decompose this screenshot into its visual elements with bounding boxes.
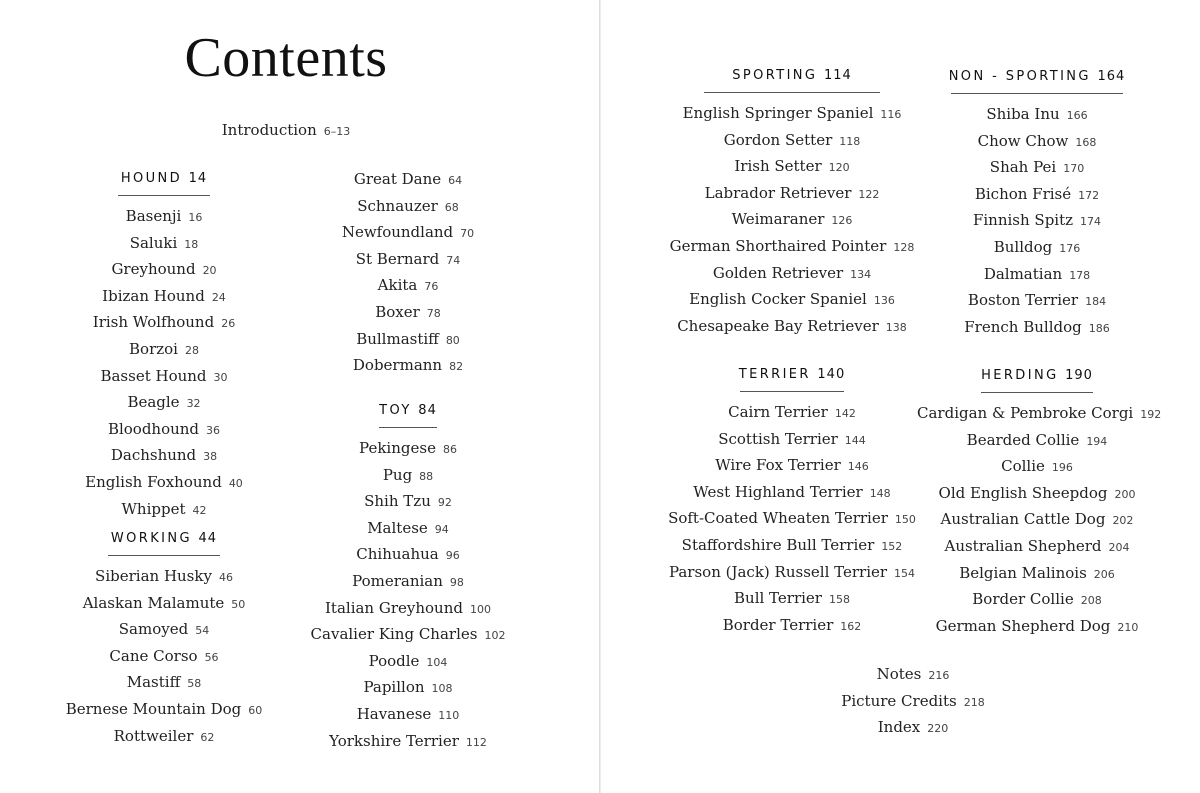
entry-page: 150 (894, 513, 916, 527)
toc-entry (64, 231, 264, 258)
entry-page: 16 (188, 211, 203, 224)
entry-page: 178 (1069, 268, 1091, 282)
section-rule (740, 391, 844, 392)
toc-entry (917, 534, 1157, 561)
entry-name: Basset Hound (100, 366, 207, 385)
entry-name: Chow Chow (977, 131, 1069, 150)
toc-entry (298, 463, 518, 490)
toc-entry (648, 586, 936, 613)
entry-name: Chesapeake Bay Retriever (677, 316, 879, 335)
section-terrier (648, 366, 936, 639)
entry-name: Australian Cattle Dog (940, 510, 1106, 529)
toc-entry (648, 261, 936, 288)
entry-page: 42 (192, 503, 207, 517)
toc-entry (64, 390, 264, 417)
toc-entry (298, 353, 518, 380)
toc-entry (298, 194, 518, 221)
entry-page: 138 (885, 320, 907, 334)
toc-entry (648, 314, 936, 341)
entry-page: 56 (204, 650, 219, 664)
toc-entry (917, 428, 1157, 455)
section-working-continued (298, 167, 518, 380)
entry-list (298, 436, 518, 755)
entry-page: 6–13 (323, 125, 351, 138)
entry-page: 40 (228, 476, 243, 490)
toc-entry (648, 207, 936, 234)
toc-entry (44, 591, 284, 618)
entry-page: 20 (202, 264, 217, 278)
entry-name: Havanese (356, 704, 432, 723)
section-rule (981, 392, 1093, 393)
toc-entry (813, 689, 1013, 716)
toc-entry (917, 155, 1157, 182)
entry-page: 134 (850, 267, 872, 281)
entry-list (298, 167, 518, 380)
entry-page: 32 (186, 397, 201, 411)
toc-entry (298, 569, 518, 596)
entry-name: Staffordshire Bull Terrier (681, 535, 875, 554)
section-herding (917, 367, 1162, 640)
entry-page: 122 (858, 187, 880, 201)
toc-entry (917, 208, 1157, 235)
entry-page: 204 (1108, 540, 1130, 554)
entry-name: Rottweiler (113, 726, 194, 745)
entry-name: French Bulldog (964, 317, 1082, 336)
entry-page: 216 (928, 669, 950, 682)
entry-page: 86 (442, 443, 457, 456)
entry-page: 24 (211, 290, 226, 304)
toc-entry (298, 436, 518, 463)
entry-name: Belgian Malinois (959, 563, 1087, 582)
section-back-matter (813, 662, 1013, 742)
entry-page: 30 (213, 370, 228, 384)
entry-page: 218 (963, 695, 985, 709)
entry-page: 144 (844, 433, 866, 447)
entry-page: 186 (1088, 321, 1110, 335)
entry-page: 46 (218, 571, 233, 584)
entry-page: 54 (195, 624, 210, 638)
entry-page: 136 (873, 294, 895, 308)
entry-name: Poodle (368, 651, 420, 670)
entry-page: 36 (206, 423, 221, 437)
entry-name: Shiba Inu (986, 105, 1060, 123)
entry-name: Dachshund (110, 446, 197, 465)
entry-page: 110 (438, 708, 460, 722)
entry-name: Ibizan Hound (102, 286, 205, 305)
section-rule (704, 92, 880, 93)
toc-entry (64, 204, 264, 231)
entry-page: 142 (834, 407, 856, 420)
entry-list (64, 204, 264, 523)
toc-entry (298, 300, 518, 327)
section-working (44, 530, 284, 750)
entry-list (917, 102, 1157, 341)
entry-page: 202 (1112, 514, 1134, 528)
entry-page: 128 (893, 240, 915, 254)
toc-entry (298, 622, 518, 649)
toc-entry (298, 649, 518, 676)
entry-page: 50 (231, 597, 246, 611)
toc-entry (298, 327, 518, 354)
entry-page: 148 (869, 486, 891, 500)
entry-name: Finnish Spitz (972, 211, 1074, 230)
entry-name: Cairn Terrier (728, 403, 828, 421)
entry-page: 126 (831, 214, 853, 228)
entry-name: Wire Fox Terrier (715, 456, 841, 475)
entry-page: 62 (200, 730, 215, 744)
entry-page: 184 (1085, 295, 1107, 309)
entry-page: 196 (1051, 461, 1073, 475)
entry-page: 108 (431, 682, 453, 696)
entry-page: 28 (184, 343, 199, 357)
toc-entry (648, 427, 936, 454)
entry-page: 220 (927, 722, 949, 736)
entry-list (648, 400, 936, 639)
entry-name: English Springer Spaniel (682, 104, 874, 122)
entry-page: 112 (465, 735, 487, 749)
toc-entry (917, 454, 1157, 481)
entry-name: Schnauzer (357, 196, 438, 215)
entry-page: 146 (847, 460, 869, 474)
entry-name: Bearded Collie (966, 430, 1080, 449)
entry-name: Samoyed (118, 620, 189, 639)
entry-name: Bichon Frisé (974, 184, 1072, 203)
entry-name: Dalmatian (983, 264, 1063, 283)
toc-entry (648, 613, 936, 640)
toc-entry (64, 257, 264, 284)
entry-name: Cavalier King Charles (310, 625, 478, 644)
section-rule (951, 93, 1123, 94)
right-page (601, 0, 1200, 793)
entry-page: 88 (419, 469, 434, 483)
toc-entry (298, 167, 518, 194)
entry-name: Index (877, 718, 921, 737)
entry-page: 78 (426, 306, 441, 320)
section-toy (298, 402, 518, 755)
entry-name: Maltese (367, 518, 428, 537)
toc-entry (44, 697, 284, 724)
entry-name: English Cocker Spaniel (689, 290, 867, 309)
toc-entry (64, 470, 264, 497)
toc-entry (44, 644, 284, 671)
toc-entry (64, 417, 264, 444)
toc-entry (813, 662, 1013, 689)
entry-name: Scottish Terrier (718, 429, 838, 448)
entry-name: Irish Wolfhound (92, 313, 215, 332)
entry-page: 174 (1080, 215, 1102, 229)
toc-entry (44, 724, 284, 751)
entry-name: Bernese Mountain Dog (65, 699, 242, 718)
entry-name: St Bernard (355, 249, 440, 268)
entry-name: Borzoi (129, 339, 178, 358)
entry-page: 94 (434, 522, 449, 536)
toc-entry (648, 154, 936, 181)
entry-name: Golden Retriever (712, 263, 844, 282)
entry-page: 58 (187, 677, 202, 691)
toc-entry (298, 542, 518, 569)
toc-entry (917, 235, 1157, 262)
entry-name: Australian Shepherd (944, 536, 1102, 555)
toc-entry (64, 364, 264, 391)
entry-page: 100 (469, 602, 491, 616)
toc-entry (44, 617, 284, 644)
entry-name: Dobermann (352, 356, 443, 375)
entry-page: 170 (1063, 162, 1085, 176)
toc-entry (648, 480, 936, 507)
entry-name: Collie (1001, 457, 1045, 476)
entry-page: 168 (1075, 135, 1097, 149)
entry-name: Pomeranian (352, 571, 443, 590)
entry-name: Labrador Retriever (704, 183, 852, 202)
entry-name: Bulldog (993, 237, 1053, 256)
section-heading: SPORTING 114 (732, 68, 852, 83)
entry-name: Mastiff (126, 673, 181, 692)
entry-name: West Highland Terrier (693, 482, 863, 501)
toc-entry (917, 507, 1157, 534)
section-heading: TOY 84 (379, 403, 437, 418)
entry-page: 158 (828, 593, 850, 607)
entry-name: Notes (876, 665, 922, 683)
toc-entry (917, 262, 1157, 289)
entry-list (813, 662, 1013, 742)
entry-name: Yorkshire Terrier (329, 731, 459, 750)
entry-page: 166 (1066, 109, 1088, 122)
entry-page: 82 (449, 360, 464, 374)
entry-page: 200 (1114, 487, 1136, 501)
entry-page: 172 (1078, 188, 1100, 202)
entry-name: Saluki (129, 233, 178, 252)
left-page (0, 0, 599, 793)
toc-entry (917, 288, 1157, 315)
entry-page: 80 (445, 333, 460, 347)
entry-page: 176 (1059, 241, 1081, 255)
toc-entry (648, 181, 936, 208)
section-heading: WORKING 44 (110, 531, 218, 546)
toc-entry (44, 670, 284, 697)
entry-name: Pekingese (359, 439, 436, 457)
toc-entry (298, 247, 518, 274)
section-non-sporting (917, 68, 1157, 341)
entry-name: Alaskan Malamute (82, 593, 225, 612)
toc-entry (648, 506, 936, 533)
entry-page: 38 (203, 450, 218, 464)
entry-page: 60 (248, 703, 263, 717)
toc-entry (917, 614, 1157, 641)
entry-page: 68 (444, 200, 459, 214)
entry-name: Akita (377, 276, 418, 295)
entry-page: 102 (484, 629, 506, 643)
section-heading: HOUND 14 (120, 171, 208, 186)
entry-page: 92 (437, 496, 452, 510)
section-rule (118, 195, 210, 196)
entry-name: Newfoundland (341, 223, 454, 242)
entry-name: Italian Greyhound (325, 598, 463, 617)
entry-name: Bull Terrier (734, 589, 822, 608)
introduction-entry (0, 120, 572, 142)
entry-name: Cane Corso (109, 646, 198, 665)
entry-name: Weimaraner (731, 210, 825, 229)
entry-name: Pug (382, 465, 413, 484)
section-heading: NON - SPORTING 164 (948, 69, 1126, 84)
entry-name: Basenji (125, 207, 182, 225)
toc-entry (648, 533, 936, 560)
entry-page: 206 (1093, 567, 1115, 581)
entry-page: 192 (1140, 408, 1162, 421)
entry-name: Papillon (363, 678, 425, 697)
entry-page: 76 (424, 280, 439, 294)
toc-entry (298, 729, 518, 756)
entry-page: 208 (1080, 594, 1102, 608)
entry-page: 74 (446, 253, 461, 267)
entry-name: Cardigan & Pembroke Corgi (917, 404, 1134, 422)
toc-entry (64, 337, 264, 364)
toc-entry (917, 315, 1157, 342)
entry-name: Bloodhound (107, 419, 200, 438)
page-title: Contents (184, 27, 388, 89)
section-rule (379, 427, 437, 428)
toc-entry (648, 287, 936, 314)
toc-entry (298, 702, 518, 729)
entry-name: English Foxhound (85, 472, 222, 491)
toc-entry (64, 443, 264, 470)
entry-name: Border Terrier (722, 615, 834, 634)
toc-entry (298, 675, 518, 702)
toc-entry (917, 129, 1157, 156)
entry-name: Introduction (221, 121, 317, 139)
toc-entry (917, 102, 1157, 129)
entry-page: 70 (460, 227, 475, 241)
entry-name: Gordon Setter (723, 130, 833, 149)
toc-entry (648, 101, 936, 128)
entry-page: 96 (445, 549, 460, 563)
entry-name: Irish Setter (734, 157, 822, 176)
entry-page: 104 (426, 655, 448, 669)
entry-name: Boxer (375, 302, 420, 321)
entry-page: 152 (881, 539, 903, 553)
section-heading: TERRIER 140 (738, 367, 846, 382)
toc-entry (917, 481, 1157, 508)
entry-name: Parson (Jack) Russell Terrier (668, 562, 888, 581)
entry-page: 210 (1117, 620, 1139, 634)
entry-list (648, 101, 936, 340)
entry-page: 162 (840, 619, 862, 633)
entry-name: Beagle (127, 393, 180, 412)
entry-name: German Shepherd Dog (935, 616, 1111, 635)
entry-name: Chihuahua (356, 545, 439, 564)
toc-entry (917, 561, 1157, 588)
section-heading: HERDING 190 (981, 368, 1093, 383)
entry-name: Shih Tzu (364, 492, 431, 511)
entry-list (44, 564, 284, 750)
entry-page: 18 (184, 237, 199, 251)
entry-name: Soft-Coated Wheaten Terrier (668, 509, 888, 528)
toc-entry (648, 560, 936, 587)
toc-entry (298, 220, 518, 247)
entry-page: 116 (880, 108, 902, 121)
entry-page: 64 (448, 174, 463, 187)
section-hound (64, 170, 264, 523)
toc-entry (648, 128, 936, 155)
entry-name: Old English Sheepdog (938, 483, 1108, 502)
entry-name: Whippet (121, 499, 186, 518)
entry-page: 26 (221, 317, 236, 331)
toc-entry (298, 489, 518, 516)
toc-entry (648, 400, 936, 427)
toc-entry (917, 182, 1157, 209)
toc-entry (917, 401, 1162, 428)
toc-entry (813, 715, 1013, 742)
toc-entry (917, 587, 1157, 614)
entry-list (917, 401, 1162, 640)
section-rule (108, 555, 220, 556)
toc-entry (64, 497, 264, 524)
entry-name: Border Collie (972, 590, 1074, 609)
toc-entry (298, 273, 518, 300)
entry-name: Bullmastiff (356, 329, 439, 348)
entry-page: 120 (828, 161, 850, 175)
entry-page: 194 (1086, 434, 1108, 448)
toc-entry (64, 284, 264, 311)
entry-name: Siberian Husky (95, 567, 212, 585)
toc-entry (64, 310, 264, 337)
entry-name: Greyhound (111, 260, 196, 279)
entry-name: Boston Terrier (967, 291, 1079, 310)
toc-entry (44, 564, 284, 591)
entry-name: Great Dane (353, 170, 442, 188)
entry-name: German Shorthaired Pointer (669, 236, 887, 255)
entry-name: Shah Pei (989, 158, 1057, 177)
toc-entry (648, 234, 936, 261)
toc-entry (298, 516, 518, 543)
toc-entry (648, 453, 936, 480)
entry-page: 154 (894, 566, 916, 580)
entry-page: 118 (839, 134, 861, 148)
entry-page: 98 (449, 575, 464, 589)
section-sporting (648, 67, 936, 340)
entry-name: Picture Credits (841, 691, 957, 710)
toc-entry (298, 596, 518, 623)
